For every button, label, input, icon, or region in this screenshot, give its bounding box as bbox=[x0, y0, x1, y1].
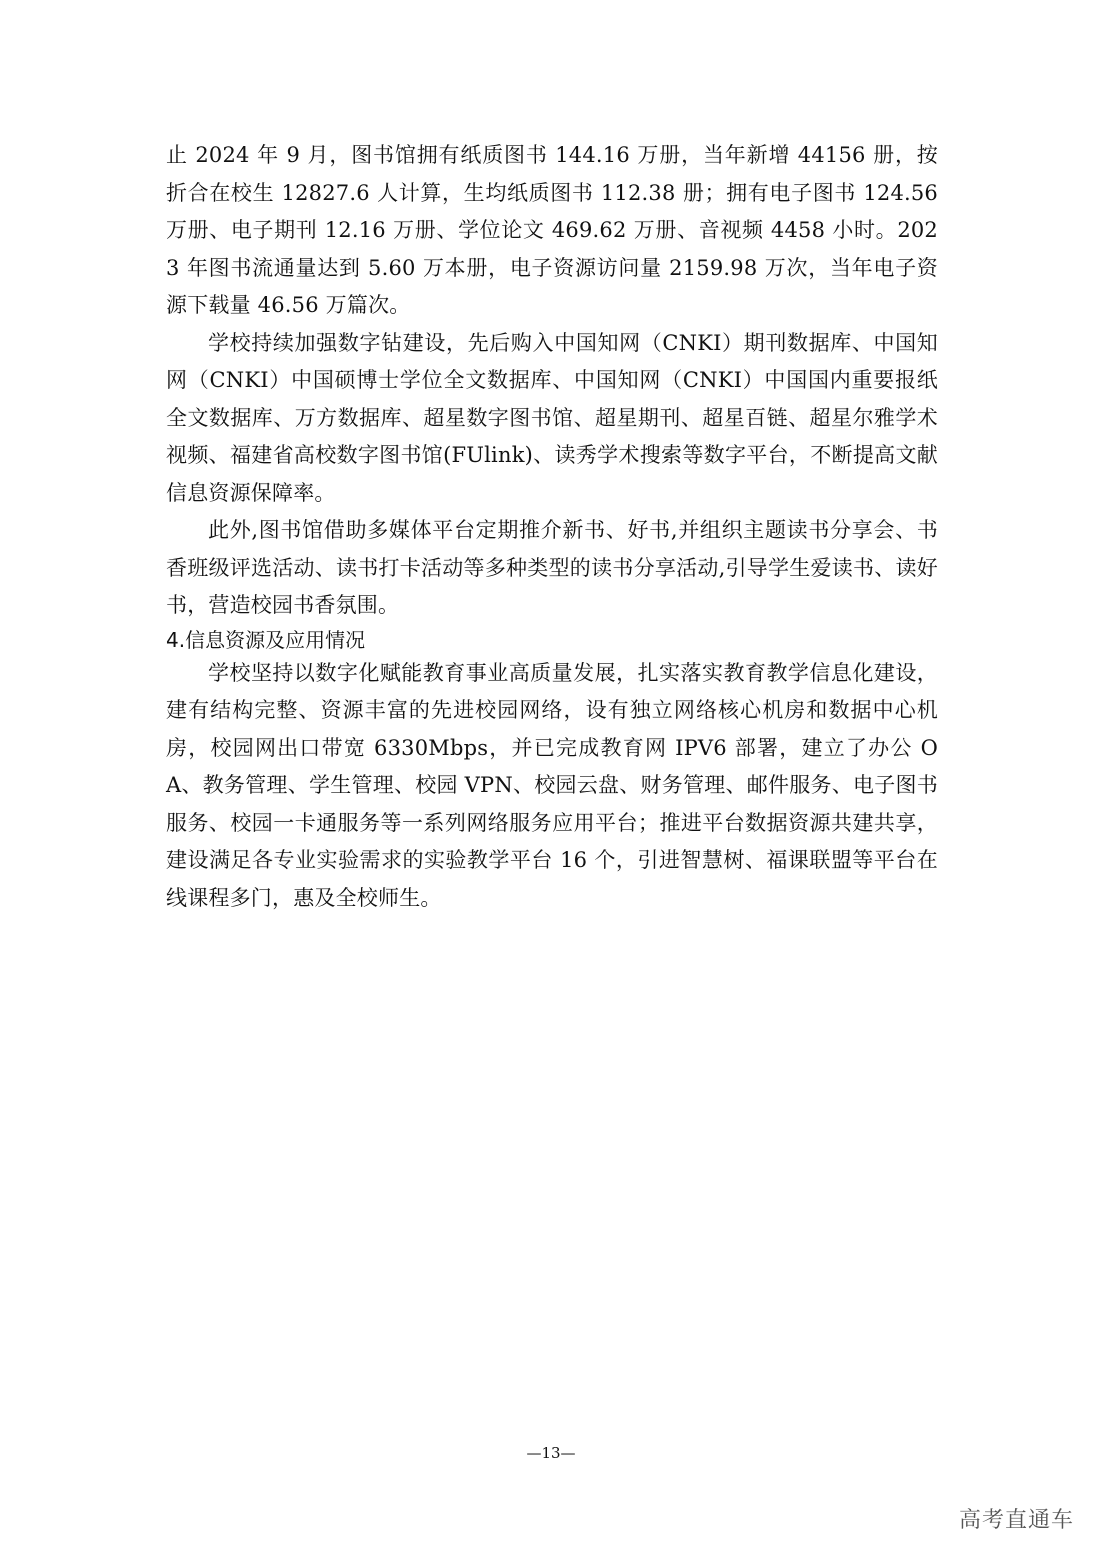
section-heading: 4.信息资源及应用情况 bbox=[166, 627, 366, 652]
page-number: —13— bbox=[526, 1444, 576, 1462]
paragraph-reading-activities: 此外,图书馆借助多媒体平台定期推介新书、好书,并组织主题读书分享会、书香班级评选活动、读书打卡活动等多种类型的读书分享活动,引导学生爱读书、读好书，营造校园书香氛围。 bbox=[166, 518, 938, 617]
watermark-logo: 高考直通车 bbox=[958, 1508, 1074, 1533]
paragraph-it-infrastructure: 学校坚持以数字化赋能教育事业高质量发展，扎实落实教育教学信息化建设，建有结构完整、资源丰富的先进校园网络，设有独立网络核心机房和数据中心机房，校园网出口带宽 6330Mbps，并已完成教育网 IPV6 部署，建立了办公 OA、教务管理、学生管理、校园 VPN、校园云盘、财务管理、邮件服务、电子图书服务、校园一卡通服务等一系列网络服务应用平台；推进平台数据资源共建共享，建设满足各专业实验需求的实验教学平台 16 个，引进智慧树、福课联盟等平台在线课程多门，惠及全校师生。 bbox=[166, 660, 938, 910]
page-content bbox=[166, 137, 938, 917]
paragraph-digital-resources: 学校持续加强数字钻建设，先后购入中国知网（CNKI）期刊数据库、中国知网（CNKI）中国硕博士学位全文数据库、中国知网（CNKI）中国国内重要报纸全文数据库、万方数据库、超星数字图书馆、超星期刊、超星百链、超星尔雅学术视频、福建省高校数字图书馆(FUlink)、读秀学术搜索等数字平台，不断提高文献信息资源保障率。 bbox=[166, 330, 938, 505]
paragraph-library-holdings: 止 2024 年 9 月，图书馆拥有纸质图书 144.16 万册，当年新增 44156 册，按折合在校生 12827.6 人计算，生均纸质图书 112.38 册；拥有电子图书 124.56 万册、电子期刊 12.16 万册、学位论文 469.62 万册、音视频 4458 小时。2023 年图书流通量达到 5.60 万本册，电子资源访问量 2159.98 万次，当年电子资源下载量 46.56 万篇次。 bbox=[166, 143, 938, 317]
